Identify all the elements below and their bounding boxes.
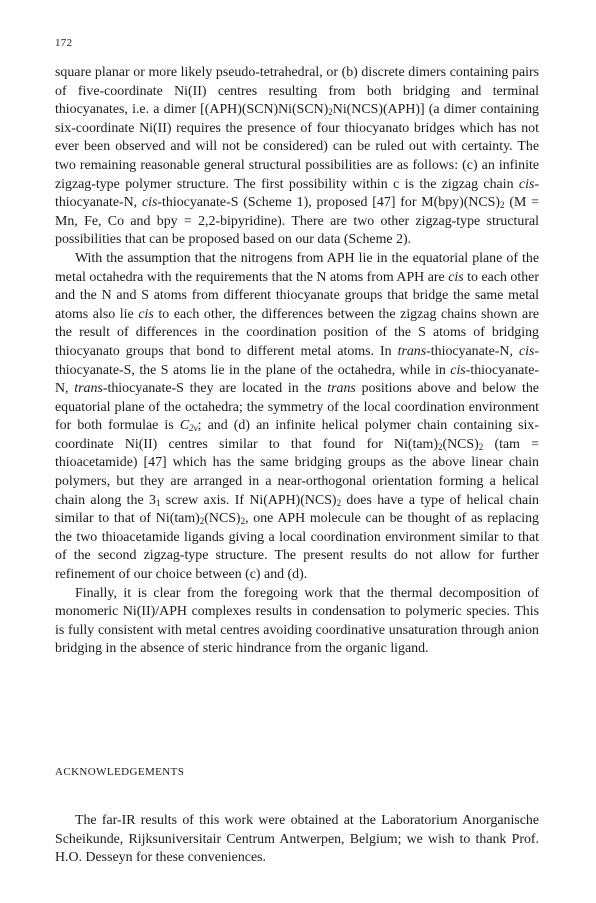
paragraph (55, 585, 539, 659)
subscript: 2 (199, 516, 205, 527)
subscript: 2 (500, 200, 505, 211)
body-text (55, 64, 539, 659)
paragraph (55, 64, 539, 250)
text-run: -thiocyanate-S (Scheme 1), proposed [47] for M(bpy)(NCS) (157, 195, 501, 211)
text-run: With the assumption that the nitrogens from APH lie in the equatorial plane of the metal octahedra with the requirements that the N atoms from APH are (55, 250, 539, 285)
subscript: 2 (328, 107, 333, 118)
text-run: screw axis. If Ni(APH)(NCS) (160, 492, 337, 508)
text-run: -thiocyanate-N, (55, 362, 539, 397)
text-run: ; and (d) an infinite helical polymer chain containing six-coordinate Ni(II) centres similar to that found for Ni(tam) (55, 418, 539, 452)
text-run: Finally, it is clear from the foregoing work that the thermal decomposition of monomeric Ni(II)/APH complexes results in condensation to polymeric species. This is fully consistent with metal centres avoiding coordinative unsaturation through anion bridging in the absence of steric hindrance from the organic ligand. (55, 585, 539, 657)
text-run: -thiocyanate-N, (426, 343, 519, 359)
page-number: 172 (55, 37, 73, 49)
paragraph (55, 250, 539, 585)
italic-text: trans (327, 381, 356, 397)
text-run: positions above and below the equatorial plane of the octahedra; the symmetry of the local coordination environment for both formulae is (55, 381, 539, 434)
text-run: to each other, the differences between the zigzag chains shown are the result of differences in the coordination position of the S atoms of bridging thiocyanato groups that bond to different metal atoms. In (55, 306, 539, 359)
text-run: (NCS) (204, 511, 241, 527)
italic-text: cis (518, 176, 535, 192)
subscript: 1 (155, 497, 161, 508)
text-run: to each other and the N and S atoms from different thiocyanate groups that bridge the same metal atoms also lie (55, 269, 539, 322)
text-run: (M = Mn, Fe, Co and bpy = 2,2-bipyridine). There are two other zigzag-type structural possibilities that can be proposed based on our data (Scheme 2). (55, 195, 539, 248)
text-run: -thiocyanate-S, the S atoms lie in the plane of the octahedra, while in (55, 343, 540, 378)
italic-text: cis (518, 343, 535, 359)
acknowledgements-paragraph: The far-IR results of this work were obtained at the Laboratorium Anorganische Scheikunde, Rijksuniversitair Centrum Antwerpen, Belgium; we wish to thank Prof. H.O. Desseyn for these conveniences. (55, 813, 539, 866)
subscript: 2v (189, 423, 198, 434)
subscript: 2 (478, 441, 484, 452)
italic-text: trans (397, 343, 427, 359)
text-run: (tam = thioacetamide) [47] which has the same bridging groups as the above linear chain polymers, but they are arranged in a near-orthogonal orientation forming a helical chain along the 3 (55, 436, 539, 508)
text-run: , one APH molecule can be thought of as replacing the two thioacetamide ligands giving a local coordination environment similar to that of the second zigzag-type structure. The present results do not allow for further refinement of our choice between (c) and (d). (55, 511, 539, 583)
italic-text: cis (448, 269, 464, 285)
italic-text: trans (74, 381, 103, 397)
text-run: does have a type of helical chain similar to that of Ni(tam) (55, 492, 539, 527)
text-run: (NCS) (442, 436, 479, 452)
text-run: -thiocyanate-S they are located in the (102, 381, 328, 397)
italic-text: cis (138, 306, 154, 322)
subscript: 2 (336, 497, 342, 508)
italic-text: cis (141, 195, 158, 211)
italic-text: C (179, 418, 190, 434)
section-heading-acknowledgements: ACKNOWLEDGEMENTS (55, 766, 185, 778)
text-run: -thiocyanate-N, (55, 176, 539, 211)
text-run: Ni(NCS)(APH)] (a dimer containing six-coordinate Ni(II) requires the presence of four thiocyanato bridges which has not ever been observed and will not be considered) can be ruled out with certainty. The two remaining reasonable general structural possibilities are as follows: (c) an infinite zigzag-type polymer structure. The first possibility within c is the zigzag chain (55, 102, 539, 192)
subscript: 2 (240, 516, 246, 527)
text-run: square planar or more likely pseudo-tetrahedral, or (b) discrete dimers containing pairs of five-coordinate Ni(II) centres resulting from both bridging and terminal thiocyanates, i.e. a dimer [(APH)(SCN)Ni(SCN) (55, 65, 539, 118)
italic-text: cis (450, 362, 466, 378)
acknowledgements-body (55, 812, 539, 868)
subscript: 2 (437, 441, 443, 452)
